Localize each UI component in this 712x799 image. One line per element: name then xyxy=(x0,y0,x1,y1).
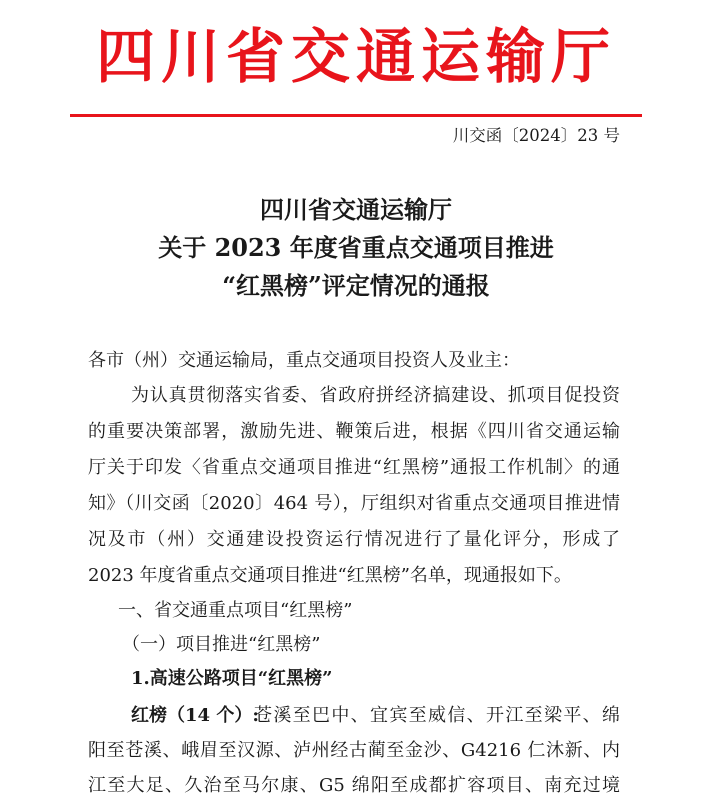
red-list-label: 红榜（14 个）: xyxy=(131,705,259,726)
red-list-line: 阳至苍溪、峨眉至汉源、泸州经古蔺至金沙、G4216 仁沐新、内 xyxy=(88,740,620,761)
paragraph-line: 为认真贯彻落实省委、省政府拼经济搞建设、抓项目促投资 xyxy=(131,385,620,406)
section-heading: 一、省交通重点项目“红黑榜” xyxy=(118,600,353,621)
red-divider-line xyxy=(70,114,642,117)
salutation: 各市（州）交通运输局，重点交通项目投资人及业主： xyxy=(88,350,520,371)
paragraph-line: 况及市（州）交通建设投资运行情况进行了量化评分，形成了 xyxy=(88,529,620,550)
red-list-line: 江至大足、久治至马尔康、G5 绵阳至成都扩容项目、南充过境 xyxy=(88,775,620,796)
red-list-line: 苍溪至巴中、宜宾至威信、开江至梁平、绵 xyxy=(254,705,620,726)
item-heading: 1.高速公路项目“红黑榜” xyxy=(131,668,333,689)
document-number: 川交函〔2024〕23 号 xyxy=(452,126,620,145)
organization-masthead: 四川省交通运输厅 xyxy=(95,22,616,91)
title-line-3: “红黑榜”评定情况的通报 xyxy=(222,271,490,300)
paragraph-line: 厅关于印发〈省重点交通项目推进“红黑榜”通报工作机制〉的通 xyxy=(88,457,620,478)
paragraph-line: 知》（川交函〔2020〕464 号），厅组织对省重点交通项目推进情 xyxy=(88,493,620,514)
paragraph-line: 的重要决策部署，激励先进、鞭策后进，根据《四川省交通运输 xyxy=(88,421,620,442)
title-line-1: 四川省交通运输厅 xyxy=(260,195,452,224)
title-line-2: 关于 2023 年度省重点交通项目推进 xyxy=(158,233,554,262)
subsection-heading: （一）项目推进“红黑榜” xyxy=(122,634,321,655)
paragraph-line: 2023 年度省重点交通项目推进“红黑榜”名单，现通报如下。 xyxy=(88,565,572,586)
